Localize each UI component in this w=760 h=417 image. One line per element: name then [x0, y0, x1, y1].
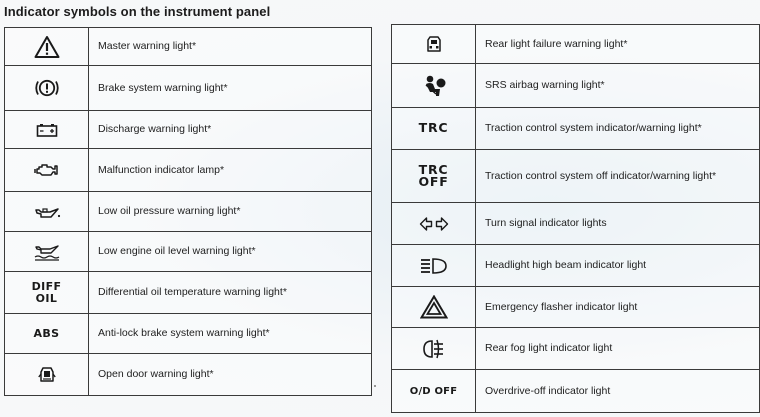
table-row: [5, 192, 372, 232]
diff-oil-icon-line-2: OIL: [35, 291, 58, 305]
od-off-icon-text: O/D OFF: [409, 385, 458, 397]
icon-cell: [5, 192, 89, 232]
icon-cell: [392, 370, 476, 413]
turn-signal-icon: [392, 216, 475, 232]
abs-icon: [33, 328, 59, 340]
row-label: Traction control system off indicator/warning light*: [476, 150, 760, 203]
icon-cell: [392, 150, 476, 203]
table-row: [392, 245, 760, 287]
master-warning-triangle-icon: [5, 35, 88, 59]
row-label: Emergency flasher indicator light: [476, 287, 760, 328]
od-off-icon: [410, 386, 458, 398]
icon-cell: [5, 272, 89, 314]
row-label: Discharge warning light*: [89, 111, 372, 149]
table-row: [5, 232, 372, 272]
row-label: Turn signal indicator lights: [476, 203, 760, 245]
page-title: Indicator symbols on the instrument panel: [4, 4, 271, 19]
icon-cell: [5, 66, 89, 111]
row-label: Headlight high beam indicator light: [476, 245, 760, 287]
scan-speck: [374, 385, 376, 387]
icon-cell: [392, 328, 476, 370]
icon-cell: [5, 354, 89, 396]
icon-cell: [5, 232, 89, 272]
table-row: [5, 272, 372, 314]
srs-airbag-icon: [392, 74, 475, 98]
row-label: Traction control system indicator/warning light*: [476, 108, 760, 150]
row-label: Low engine oil level warning light*: [89, 232, 372, 272]
row-label: Rear fog light indicator light: [476, 328, 760, 370]
indicator-table-left: [4, 27, 372, 396]
icon-cell: [392, 25, 476, 64]
rear-fog-icon: [392, 338, 475, 360]
icon-cell: [5, 314, 89, 354]
icon-cell: [5, 111, 89, 149]
row-label: Master warning light*: [89, 28, 372, 66]
trc-icon-text: TRC: [418, 120, 449, 135]
trc-icon: [419, 122, 449, 134]
row-label: Differential oil temperature warning light*: [89, 272, 372, 314]
table-row: [392, 150, 760, 203]
icon-cell: [5, 28, 89, 66]
brake-system-icon: [5, 78, 88, 98]
row-label: Open door warning light*: [89, 354, 372, 396]
trc-off-icon-line-2: OFF: [418, 173, 449, 189]
high-beam-icon: [392, 257, 475, 275]
icon-cell: [392, 245, 476, 287]
row-label: SRS airbag warning light*: [476, 64, 760, 108]
row-label: Brake system warning light*: [89, 66, 372, 111]
table-row: [392, 370, 760, 413]
row-label: Rear light failure warning light*: [476, 25, 760, 64]
row-label: Low oil pressure warning light*: [89, 192, 372, 232]
icon-cell: [392, 287, 476, 328]
icon-cell: [392, 64, 476, 108]
table-row: [392, 64, 760, 108]
abs-icon-text: ABS: [33, 326, 60, 340]
diff-oil-icon-line-1: DIFF: [31, 279, 62, 293]
row-label: Overdrive-off indicator light: [476, 370, 760, 413]
table-row: [392, 287, 760, 328]
table-row: [392, 328, 760, 370]
oil-level-icon: [5, 243, 88, 261]
icon-cell: [5, 149, 89, 192]
oil-can-icon: [5, 205, 88, 219]
trc-off-icon: [418, 161, 449, 189]
icon-cell: [392, 203, 476, 245]
row-label: Malfunction indicator lamp*: [89, 149, 372, 192]
diff-oil-icon: [32, 281, 62, 305]
table-row: [5, 354, 372, 396]
engine-malfunction-icon: [5, 162, 88, 178]
hazard-triangle-icon: [392, 295, 475, 319]
table-row: [392, 108, 760, 150]
icon-cell: [392, 108, 476, 150]
table-row: [392, 25, 760, 64]
table-row: [5, 314, 372, 354]
trc-off-icon-line-1: TRC: [418, 161, 449, 177]
table-row: [5, 149, 372, 192]
indicator-table-right: [391, 24, 760, 413]
table-row: [392, 203, 760, 245]
battery-discharge-icon: [5, 123, 88, 137]
rear-light-failure-icon: [392, 35, 475, 53]
bleed-through-heading: [717, 0, 720, 12]
open-door-icon: [5, 366, 88, 384]
table-row: [5, 66, 372, 111]
row-label: Anti-lock brake system warning light*: [89, 314, 372, 354]
table-row: [5, 28, 372, 66]
table-row: [5, 111, 372, 149]
